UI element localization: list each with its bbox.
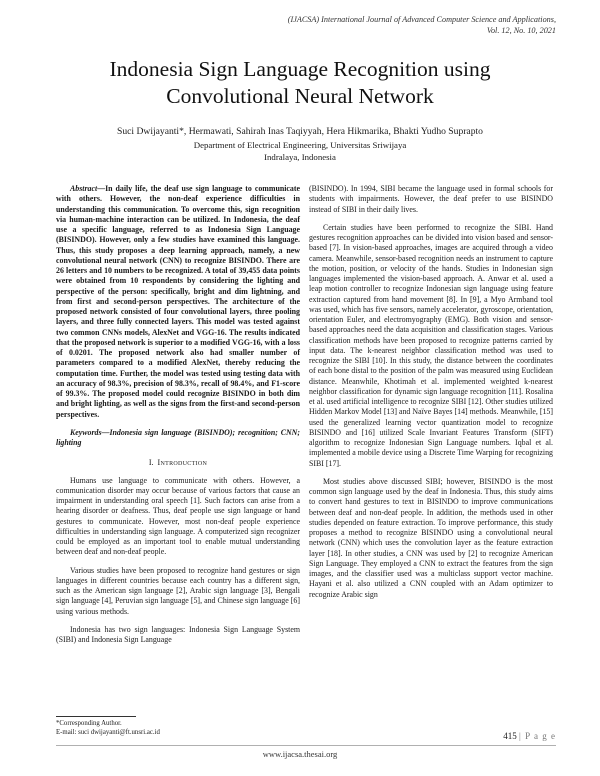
intro-paragraph-5: Most studies above discussed SIBI; however, BISINDO is the most common sign language used by the deaf in Indonesia. Thus, this study aims to convert hand gestures to text in BISINDO to improve communications between deaf and non-deaf people. In addition, the methods used in other studies depended on feature extraction. To improve performance, this study proposes a method to recognize BISINDO using a convolutional neural network (CNN) which uses the convolution layer as the feature extraction layer [18]. In other studies, a CNN was used by [2] to recognize American Sign Language. They employed a CNN to extract the features from the sign images, and the classifier used was a multiclass support vector machine. Hayani et al. also utilized a CNN coupled with an Adam optimizer to recognize Arabic sign	[309, 476, 553, 599]
affiliation-department: Department of Electrical Engineering, Universitas Sriwijaya	[193, 140, 407, 150]
page-number-value: 415	[503, 731, 517, 741]
journal-name: (IJACSA) International Journal of Advanced Computer Science and Applications,	[287, 15, 556, 24]
abstract	[56, 184, 300, 420]
footnote-rule	[56, 716, 136, 717]
footer-divider	[56, 745, 556, 746]
journal-volume: Vol. 12, No. 10, 2021	[486, 26, 556, 35]
section-title: Introduction	[157, 458, 208, 468]
intro-paragraph-4: Certain studies have been performed to recognize the SIBI. Hand gestures recognition approaches can be divided into vision based and sensor-based [7]. In vision-based approaches, images are acquired through a video camera. Meanwhile, sensor-based recognition needs an instrument to capture the motion, position, or velocity of the hands. Studies in Indonesian sign languages implemented the vision-based approach. A. Anwar et al. used a leap motion controller to recognize Indonesian sign language using feature extraction captured from hand movement [8]. In [9], a Myo Armband tool was used, which has five sensors, namely accelerator, gyroscope, orientation, orientation Euler, and electromyography (EMG). Both vision and sensor-based approaches need the data acquisition and classification stages. Various classification methods have been proposed to recognize patterns carried by input data. The k-nearest neighbor classification method was used to recognize the SIBI [10]. In this study, the distance between the coordinates of each bone distal to the position of the palm was measured using Euclidean distance. Meanwhile, Khotimah et al. implemented weighted k-nearest neighbor classification for dynamic sign language recognition [11]. Rosalina et al. used artificial intelligence to recognize SIBI [12]. Other studies utilized Hidden Markov Model [13] and Naïve Bayes [14] methods. Meanwhile, [15] used the generalized learning vector quantization model to recognize BISINDO and [16] utilized Scale Invariant Features Transform (SIFT) algorithm to recognize Indonesian Sign Language numbers. Iqbal et al. implemented a mobile device using a Discrete Time Warping for recognizing SIBI [17].	[309, 222, 553, 468]
keywords: Keywords—Indonesia sign language (BISINDO); recognition; CNN; lighting	[56, 427, 300, 447]
affiliation	[40, 139, 560, 163]
section-heading-introduction	[56, 458, 300, 468]
intro-paragraph-3-continued: (BISINDO). In 1994, SIBI became the language used in formal schools for students with impairments. However, the deaf prefer to use BISINDO instead of SIBI in their daily lives.	[309, 184, 553, 214]
footnote	[56, 716, 300, 737]
section-number: I.	[148, 458, 154, 468]
intro-paragraph-2: Various studies have been proposed to recognize hand gestures or sign languages in different countries because each country has a different sign, such as the American sign language [2], Arabic sign language [3], Bengali sign language [4], Peruvian sign language [5], and Chinese sign language [6] using various methods.	[56, 565, 300, 616]
footnote-corresponding: *Corresponding Author.	[56, 720, 122, 727]
intro-paragraph-3: Indonesia has two sign languages: Indonesia Sign Language System (SIBI) and Indonesia Sign Language	[56, 624, 300, 644]
intro-paragraph-1: Humans use language to communicate with others. However, a communication disorder may occur because of various factors that cause an impairment in understanding oral speech [1]. Such factors can arise from a hearing disorder or deafness. Thus, deaf people use sign language or hand gestures to communicate. However, most non-deaf people experience difficulties in understanding sign language. A computerized sign recognizer could be employed as an important tool to enable mutual understanding between deaf and non-deaf people.	[56, 475, 300, 557]
abstract-text: —In daily life, the deaf use sign language to communicate with others. However, the non-deaf experience difficulties in understanding this communication. To overcome this, sign recognition via human-machine interaction can be utilized. In Indonesia, the deaf use a specific language, referred to as Indonesia Sign Language (BISINDO). However, only a few studies have examined this language. Thus, this study proposes a deep learning approach, namely, a new convolutional neural network (CNN) to recognize BISINDO. There are 26 letters and 10 numbers to be recognized. A total of 39,455 data points were obtained from 10 respondents by considering the lighting and perspective of the person: specifically, bright and dim lightning, and from first and second-person perspectives. The architecture of the proposed network consisted of four convolutional layers, three pooling layers, and three fully connected layers. This model was tested against two common CNNs models, AlexNet and VGG-16. The results indicated that the proposed network is superior to a modified VGG-16, with a loss of 0.0201. The proposed network also had smaller number of parameters compared to a modified AlexNet, thereby reducing the computation time. Further, the model was tested using testing data with an accuracy of 98.3%, precision of 98.3%, recall of 98.4%, and F1-score of 99.3%. The proposed model could recognize BISINDO in both dim and bright lighting, as well as the signs from the first-and second-person perspectives.	[56, 184, 300, 419]
journal-header	[176, 14, 556, 36]
title-line-1: Indonesia Sign Language Recognition using	[109, 57, 491, 81]
abstract-lead: Abstract	[70, 184, 98, 193]
footnote-email: E-mail: suci dwijayanti@ft.unsri.ac.id	[56, 728, 160, 736]
paper-title	[40, 56, 560, 110]
affiliation-location: Indralaya, Indonesia	[264, 152, 336, 162]
page-number	[503, 731, 556, 741]
page-label: | P a g e	[519, 731, 556, 741]
title-line-2: Convolutional Neural Network	[166, 84, 434, 108]
footer-url: www.ijacsa.thesai.org	[262, 749, 338, 759]
right-column	[309, 184, 553, 608]
author-list: Suci Dwijayanti*, Hermawati, Sahirah Inas Taqiyyah, Hera Hikmarika, Bhakti Yudho Suprapto	[117, 126, 483, 137]
left-column	[56, 184, 300, 653]
